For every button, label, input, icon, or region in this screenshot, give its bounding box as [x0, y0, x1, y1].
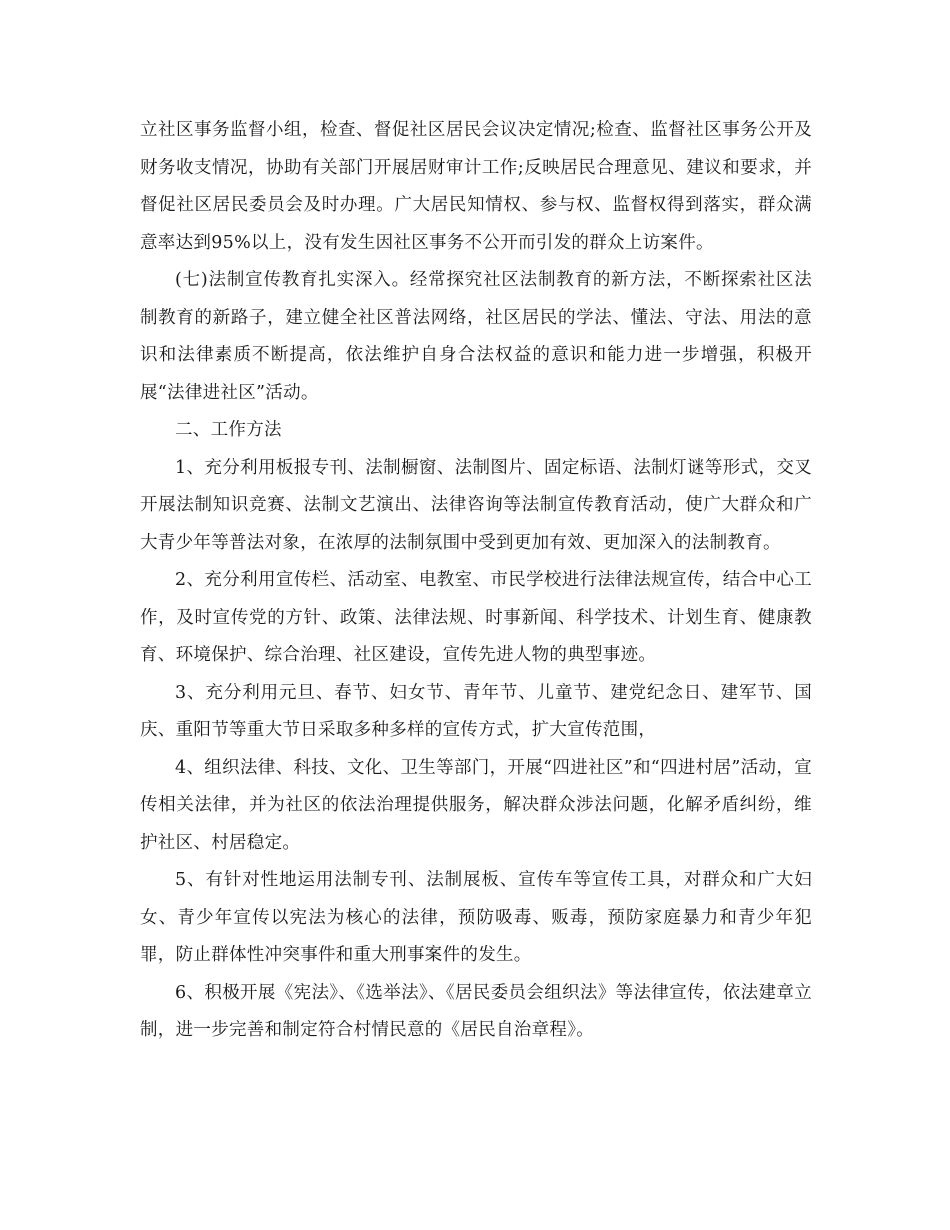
- paragraph-method-4: 4、组织法律、科技、文化、卫生等部门，开展“四进社区”和“四进村居”活动，宣传相关法律，并为社区的依法治理提供服务，解决群众涉法问题，化解矛盾纠纷，维护社区、村居稳定。: [140, 757, 812, 853]
- paragraph-section-seven: (七)法制宣传教育扎实深入。经常探究社区法制教育的新方法，不断探索社区法制教育的新路子，建立健全社区普法网络，社区居民的学法、懂法、守法、用法的意识和法律素质不断提高，依法维护自身合法权益的意识和能力进一步增强，积极开展“法律进社区”活动。: [140, 270, 812, 403]
- paragraph-method-5: 5、有针对性地运用法制专刊、法制展板、宣传车等宣传工具，对群众和广大妇女、青少年宣传以宪法为核心的法律，预防吸毒、贩毒，预防家庭暴力和青少年犯罪，防止群体性冲突事件和重大刑事案件的发生。: [140, 870, 812, 965]
- document-body: [140, 112, 812, 1050]
- paragraph-method-2: 2、充分利用宣传栏、活动室、电教室、市民学校进行法律法规宣传，结合中心工作，及时宣传党的方针、政策、法律法规、时事新闻、科学技术、计划生育、健康教育、环境保护、综合治理、社区建设，宣传先进人物的典型事迹。: [140, 570, 812, 665]
- paragraph-method-1: 1、充分利用板报专刊、法制橱窗、法制图片、固定标语、法制灯谜等形式，交叉开展法制知识竞赛、法制文艺演出、法律咨询等法制宣传教育活动，使广大群众和广大青少年等普法对象，在浓厚的法制氛围中受到更加有效、更加深入的法制教育。: [140, 457, 812, 553]
- paragraph-continuation: 立社区事务监督小组，检查、督促社区居民会议决定情况;检查、监督社区事务公开及财务收支情况，协助有关部门开展居财审计工作;反映居民合理意见、建议和要求，并督促社区居民委员会及时办理。广大居民知情权、参与权、监督权得到落实，群众满意率达到95%以上，没有发生因社区事务不公开而引发的群众上访案件。: [140, 120, 812, 253]
- section-heading-work-methods: 二、工作方法: [175, 420, 282, 440]
- paragraph-method-6: 6、积极开展《宪法》、《选举法》、《居民委员会组织法》等法律宣传，依法建章立制，进一步完善和制定符合村情民意的《居民自治章程》。: [140, 982, 812, 1040]
- paragraph-method-3: 3、充分利用元旦、春节、妇女节、青年节、儿童节、建党纪念日、建军节、国庆、重阳节等重大节日采取多种多样的宣传方式，扩大宣传范围，: [140, 682, 812, 740]
